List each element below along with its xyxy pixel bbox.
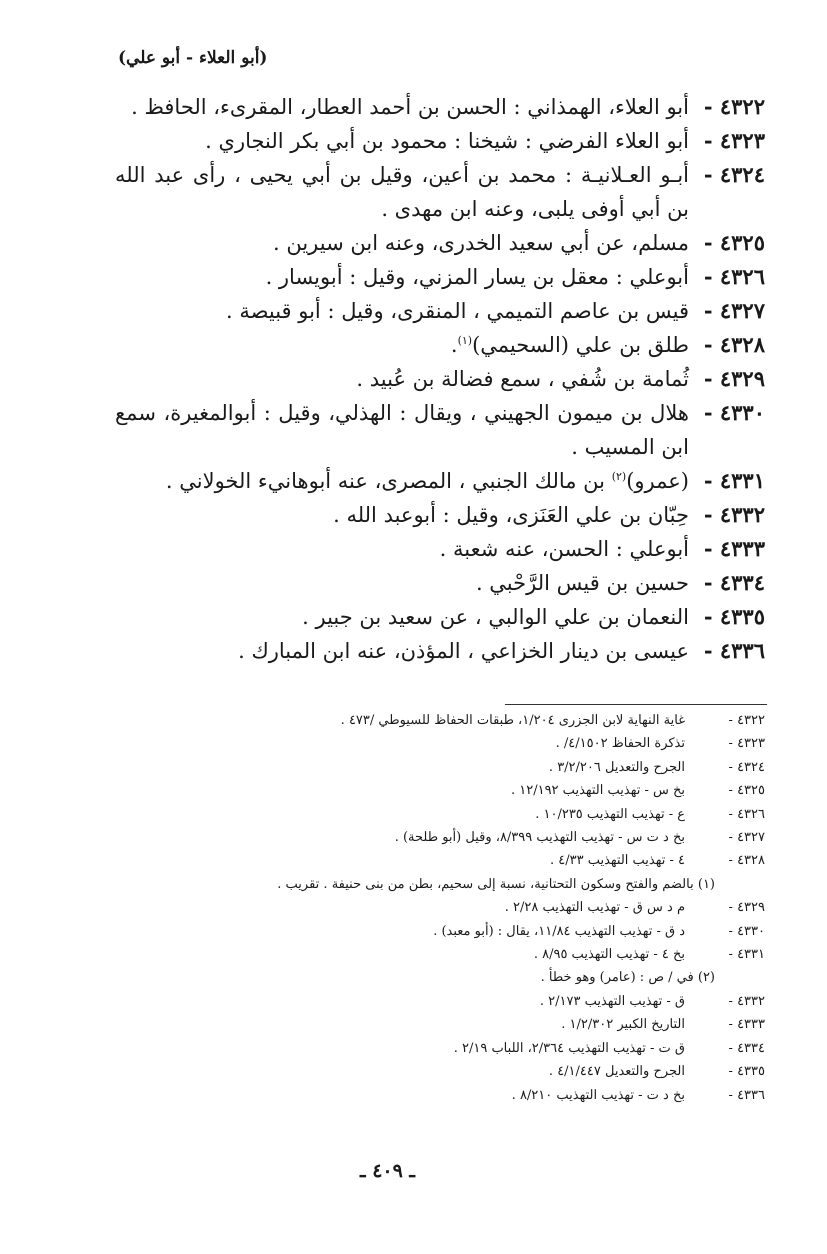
page-number: ـ ٤٠٩ ـ: [360, 1160, 415, 1182]
footnote: [145, 896, 765, 919]
footnote: [145, 709, 765, 732]
footnote-number: ٤٣٢٨ -: [728, 853, 765, 869]
entry-number: ٤٣٢٢ -: [703, 94, 765, 119]
footnote-number: ٤٣٢٧ -: [728, 830, 765, 846]
footnote: [145, 1060, 765, 1083]
entry-text: ثُمامة بن شُفي ، سمع فضالة بن عُبيد .: [356, 367, 689, 391]
entry-number: ٤٣٣١ -: [703, 468, 765, 493]
entry: [115, 226, 765, 260]
entry: [115, 464, 765, 498]
entry-number: ٤٣٣٣ -: [703, 536, 765, 561]
entry-text: النعمان بن علي الوالبي ، عن سعيد بن جبير .: [302, 605, 689, 629]
entry: [115, 498, 765, 532]
footnote-number: ٤٣٢٢ -: [728, 713, 765, 728]
entry: [115, 634, 765, 668]
entry: [115, 294, 765, 328]
footnote-marker: (٢): [611, 470, 627, 483]
entry-number: ٤٣٢٥ -: [703, 230, 765, 255]
entry-text: هلال بن ميمون الجهيني ، ويقال : الهذلي، وقيل : أبوالمغيرة، سمع ابن المسيب .: [115, 401, 689, 459]
entry-number: ٤٣٢٤ -: [703, 162, 765, 187]
footnote-number: ٤٣٣٣ -: [728, 1017, 765, 1033]
entry-number: ٤٣٣٢ -: [703, 502, 765, 527]
entry: [115, 362, 765, 396]
entry-text: حِبّان بن علي العَنَزى، وقيل : أبوعبد الله .: [333, 503, 689, 527]
footnote-text: بخ ٤ - تهذيب التهذيب ٨/٩٥ .: [533, 947, 685, 963]
footnote-number: ٤٣٣٢ -: [728, 993, 765, 1009]
footnote-marker: (١): [457, 334, 473, 347]
entry-text: طلق بن علي (السحيمي): [472, 333, 689, 357]
footnote: [145, 1013, 765, 1036]
footnote-text: بخ س - تهذيب التهذيب ١٢/١٩٢ .: [510, 783, 685, 799]
footnote: [145, 803, 765, 826]
footnote-number: ٤٣٢٤ -: [728, 759, 765, 775]
entry-number: ٤٣٢٨ -: [703, 332, 765, 357]
entry-text: مسلم، عن أبي سعيد الخدرى، وعنه ابن سيرين .: [272, 231, 689, 255]
entry-text-wrap: [115, 464, 689, 498]
entry-text: قيس بن عاصم التميمي ، المنقرى، وقيل : أبو قبيصة .: [226, 299, 689, 323]
footnote-divider: [505, 704, 767, 705]
entry-number: ٤٣٣٦ -: [703, 638, 765, 663]
entry: [115, 90, 765, 124]
entry-number: ٤٣٣٠ -: [703, 400, 765, 425]
entry-text: أبوعلي : معقل بن يسار المزني، وقيل : أبويسار .: [265, 265, 689, 289]
entry-number: ٤٣٣٥ -: [703, 604, 765, 629]
footnote-text: ق - تهذيب التهذيب ٢/١٧٣ .: [539, 993, 685, 1009]
entry-text: أبوعلي : الحسن، عنه شعبة .: [439, 537, 689, 561]
footnote-text: بخ د ت - تهذيب التهذيب ٨/٢١٠ .: [511, 1087, 685, 1103]
footnote-number: ٤٣٣٦ -: [728, 1087, 765, 1103]
footnote-text: تذكرة الحفاظ ٤/١٥٠٢/ .: [555, 736, 685, 752]
footnote-text: ق ت - تهذيب التهذيب ٢/٣٦٤، اللباب ٢/١٩ .: [453, 1040, 685, 1056]
footnote-text: (٢) في / ص : (عامر) وهو خطأ .: [540, 970, 715, 986]
entry: [115, 566, 765, 600]
entry-number: ٤٣٢٩ -: [703, 366, 765, 391]
footnote-text: ٤ - تهذيب التهذيب ٤/٣٣ .: [549, 853, 685, 869]
footnote-number: ٤٣٣١ -: [728, 947, 765, 963]
footnote-number: ٤٣٢٥ -: [728, 783, 765, 799]
entry: [115, 158, 765, 226]
entry: [115, 600, 765, 634]
footnote-number: ٤٣٢٦ -: [728, 806, 765, 822]
entry-text: أبـو العـلانيـة : محمد بن أعين، وقيل بن أبي يحيى ، رأى عبد الله بن أبي أوفى يلبى، وعنه ابن مهدى .: [115, 163, 689, 221]
entry-number: ٤٣٢٣ -: [703, 128, 765, 153]
entry: [115, 124, 765, 158]
footnote: [145, 920, 765, 943]
running-head: (أبو العلاء - أبو علي): [118, 48, 268, 68]
footnote: [145, 732, 765, 755]
entry-text: أبو العلاء، الهمذاني : الحسن بن أحمد العطار، المقرىء، الحافظ .: [131, 95, 689, 119]
footnote-number: ٤٣٢٣ -: [728, 736, 765, 752]
footnote-text: بخ د ت س - تهذيب التهذيب ٨/٣٩٩، وقيل (أبو طلحة) .: [394, 830, 685, 846]
footnote: [145, 990, 765, 1013]
entry-text-after: .: [450, 333, 458, 357]
footnote-number: [715, 966, 765, 989]
footnote-number: ٤٣٣٠ -: [728, 923, 765, 939]
footnote-text: م د س ق - تهذيب التهذيب ٢/٢٨ .: [504, 900, 685, 916]
entry: [115, 328, 765, 362]
footnote: [145, 1037, 765, 1060]
entry-number: ٤٣٢٦ -: [703, 264, 765, 289]
entry-text: أبو العلاء الفرضي : شيخنا : محمود بن أبي بكر النجاري .: [205, 129, 689, 153]
footnote-number: ٤٣٢٩ -: [728, 900, 765, 916]
footnotes: [145, 709, 765, 1107]
footnote: [145, 779, 765, 802]
footnote-text: (١) بالضم والفتح وسكون التحتانية، نسبة إلى سحيم، بطن من بنى حنيفة . تقريب .: [277, 876, 715, 892]
footnote: [145, 849, 765, 872]
entry-text-after: بن مالك الجنبي ، المصرى، عنه أبوهانيء الخولاني .: [165, 469, 605, 493]
footnote-number: [715, 873, 765, 896]
footnote-text: الجرح والتعديل ٤/١/٤٤٧ .: [548, 1064, 685, 1080]
footnote-text: التاريخ الكبير ١/٢/٣٠٢ .: [561, 1017, 685, 1033]
footnote: [145, 1084, 765, 1107]
editor-note: [145, 873, 765, 896]
entry: [115, 260, 765, 294]
footnote: [145, 826, 765, 849]
entry-number: ٤٣٢٧ -: [703, 298, 765, 323]
entry-text: عيسى بن دينار الخزاعي ، المؤذن، عنه ابن المبارك .: [238, 639, 689, 663]
footnote-number: ٤٣٣٤ -: [728, 1040, 765, 1056]
entry: [115, 396, 765, 464]
entry: [115, 532, 765, 566]
footnote-text: غاية النهاية لابن الجزرى ١/٢٠٤، طبقات الحفاظ للسيوطي /٤٧٣ .: [340, 713, 685, 728]
footnote-text: الجرح والتعديل ٣/٢/٢٠٦ .: [548, 759, 685, 775]
biographical-entries: [115, 90, 765, 668]
entry-text: حسين بن قيس الرَّحْبي .: [475, 571, 689, 595]
footnote-number: ٤٣٣٥ -: [728, 1064, 765, 1080]
footnote: [145, 756, 765, 779]
footnote-text: د ق - تهذيب التهذيب ١١/٨٤، يقال : (أبو معبد) .: [433, 923, 685, 939]
entry-number: ٤٣٣٤ -: [703, 570, 765, 595]
entry-text: (عمرو): [626, 469, 689, 493]
editor-note: [145, 966, 765, 989]
footnote: [145, 943, 765, 966]
footnote-text: ع - تهذيب التهذيب ١٠/٢٣٥ .: [535, 806, 685, 822]
entry-text-wrap: [115, 328, 689, 362]
